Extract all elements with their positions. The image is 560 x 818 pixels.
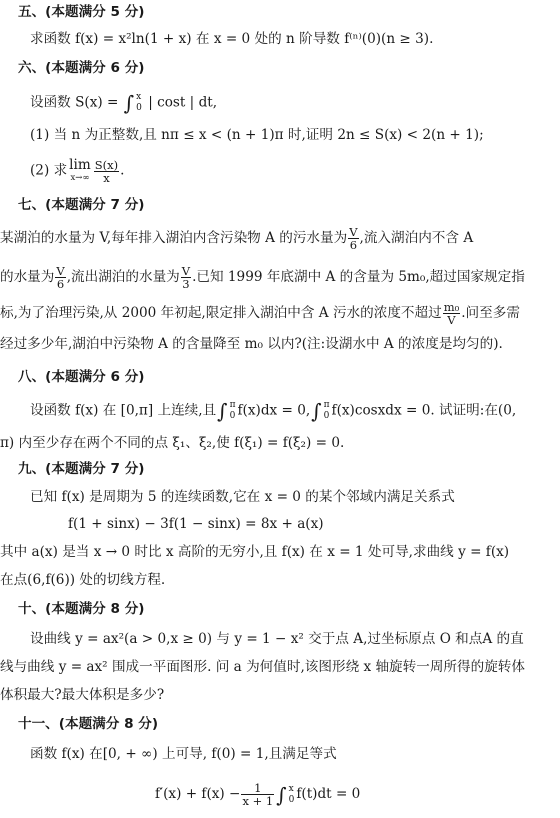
q6-heading: 六、(本题满分 6 分)	[18, 60, 145, 76]
q7-heading: 七、(本题满分 7 分)	[18, 197, 145, 213]
q9-line3: 其中 a(x) 是当 x → 0 时比 x 高阶的无穷小,且 f(x) 在 x = 1 处可导,求曲线 y = f(x)	[0, 544, 510, 560]
q7-line1: 某湖泊的水量为 V,每年排入湖泊内含污染物 A 的污水量为 $\frac{V}{6}$ ,流入湖泊内不含 A	[0, 225, 474, 252]
fraction: $\frac{V}{6}$	[56, 264, 65, 291]
q10-heading: 十、(本题满分 8 分)	[18, 601, 145, 617]
fraction: $\frac{S(x)}{x}$	[94, 157, 119, 185]
q5-text: 求函数 f(x) = x²ln(1 + x) 在 x = 0 处的 n 阶导数 f⁽ⁿ⁾(0)(n ≥ 3).	[30, 31, 434, 47]
q6-part1: (1) 当 n 为正整数,且 nπ ≤ x < (n + 1)π 时,证明 2n ≤ S(x) < 2(n + 1);	[30, 127, 484, 143]
integral-sign: ∫	[311, 399, 322, 423]
q7-line4: 经过多少年,湖泊中污染物 A 的含量降至 m₀ 以内?(注:设湖水中 A 的浓度是均匀的).	[0, 336, 503, 352]
q6-part2: (2) 求 lim x→∞ $\frac{S(x)}{x}$ .	[30, 157, 125, 185]
q10-line3: 体积最大?最大体积是多少?	[0, 687, 165, 703]
q5-heading: 五、(本题满分 5 分)	[18, 4, 145, 20]
integral-limits: x 0	[288, 783, 295, 805]
q6-def-suffix: | cost | dt,	[148, 94, 218, 111]
integral-limits: x 0	[136, 92, 142, 113]
integral-sign: ∫	[123, 91, 135, 115]
q8-line2: π) 内至少存在两个不同的点 ξ₁、ξ₂,使 f(ξ₁) = f(ξ₂) = 0.	[0, 435, 345, 451]
integral-sign: ∫	[276, 782, 287, 807]
q11-heading: 十一、(本题满分 8 分)	[18, 716, 159, 732]
fraction: $\frac{1}{x + 1}$	[242, 781, 274, 808]
q8-heading: 八、(本题满分 6 分)	[18, 369, 145, 385]
integral-limits: π 0	[323, 400, 330, 421]
q9-line4: 在点(6,f(6)) 处的切线方程.	[0, 572, 166, 588]
q8-line1: 设函数 f(x) 在 [0,π] 上连续,且∫ π 0 f(x)dx = 0,∫ π 0 f(x)cosxdx = 0. 试证明:在(0,	[30, 399, 517, 423]
q7-line2: 的水量为 $\frac{V}{6}$ ,流出湖泊的水量为 $\frac{V}{3}$ .已知 1999 年底湖中 A 的含量为 5m₀,超过国家规定指	[0, 264, 525, 291]
fraction: $\frac{\text{m₀}}{V}$	[443, 300, 460, 327]
fraction: $\frac{V}{6}$	[349, 225, 358, 252]
q9-equation: f(1 + sinx) − 3f(1 − sinx) = 8x + a(x)	[68, 516, 324, 532]
q11-line1: 函数 f(x) 在[0, + ∞) 上可导, f(0) = 1,且满足等式	[30, 746, 337, 762]
q11-equation: f′(x) + f(x) − $\frac{1}{x + 1}$ ∫ x 0 f(t)dt = 0	[155, 781, 361, 808]
q9-line1: 已知 f(x) 是周期为 5 的连续函数,它在 x = 0 的某个邻域内满足关系式	[30, 489, 455, 505]
q6-def-prefix: 设函数 S(x) =	[30, 94, 119, 111]
integral-sign: ∫	[217, 399, 228, 423]
integral-limits: π 0	[229, 400, 236, 421]
q6-definition	[30, 92, 217, 114]
q7-line3: 标,为了治理污染,从 2000 年初起,限定排入湖泊中含 A 污水的浓度不超过 $\frac{\text{m₀}}{V}$ .问至多需	[0, 300, 520, 327]
limit: lim x→∞	[69, 157, 91, 183]
q10-line2: 线与曲线 y = ax² 围成一平面图形. 问 a 为何值时,该图形绕 x 轴旋转一周所得的旋转体	[0, 659, 525, 675]
q10-line1: 设曲线 y = ax²(a > 0,x ≥ 0) 与 y = 1 − x² 交于点 A,过坐标原点 O 和点A 的直	[30, 631, 524, 647]
q9-heading: 九、(本题满分 7 分)	[18, 461, 145, 477]
fraction: $\frac{V}{3}$	[181, 264, 191, 291]
